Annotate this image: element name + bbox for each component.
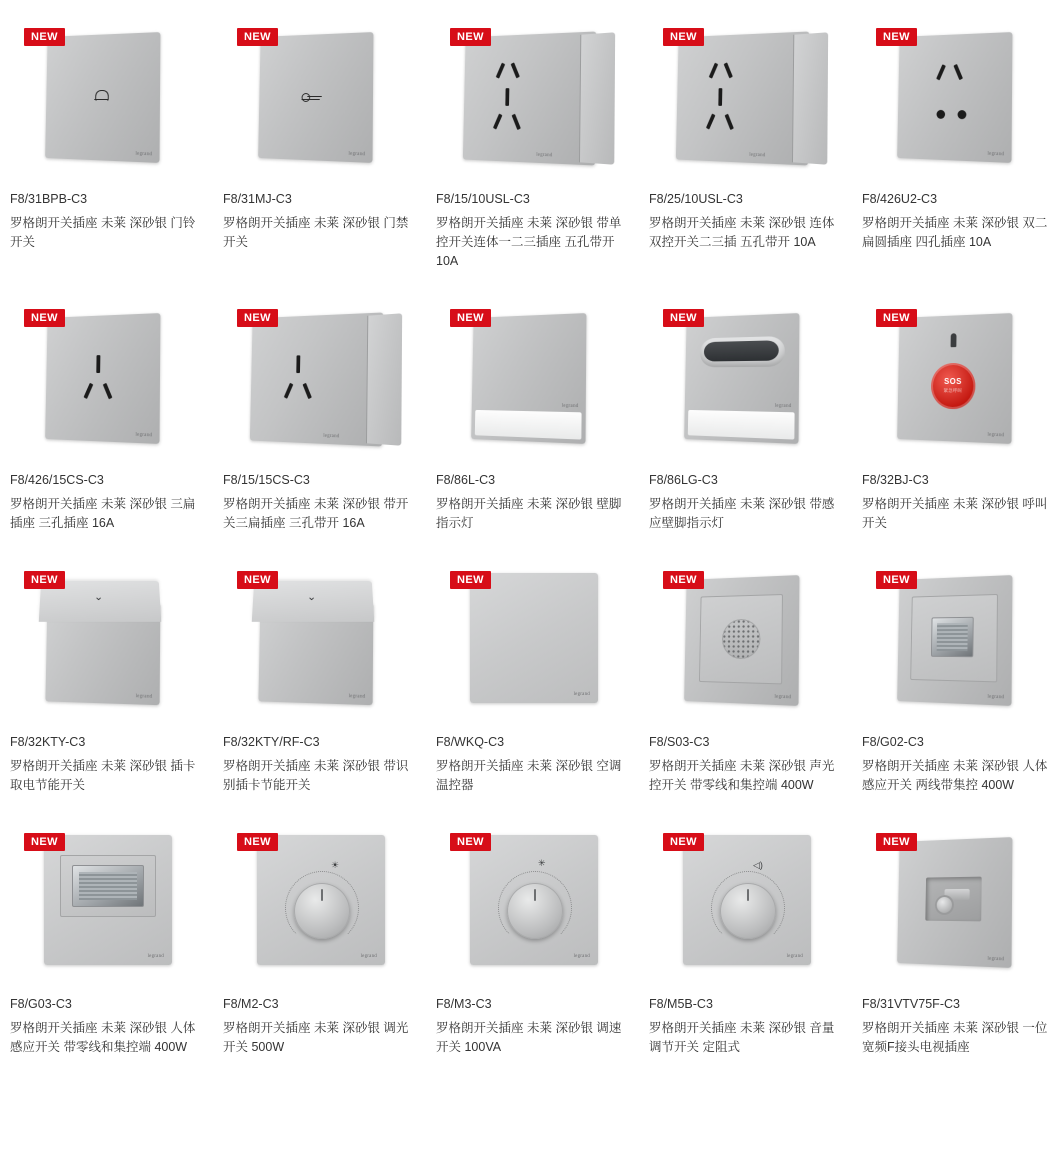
product-card[interactable] xyxy=(10,813,217,1075)
knob-indicator xyxy=(321,889,323,901)
brand-logo: legrand xyxy=(561,403,579,410)
product-description: 罗格朗开关插座 未莱 深砂银 带开关三扁插座 三孔带开 16A xyxy=(223,497,409,530)
new-badge: NEW xyxy=(450,28,491,46)
product-thumbnail[interactable] xyxy=(10,559,190,729)
socket-slot xyxy=(511,62,520,78)
faceplate xyxy=(897,837,1012,968)
knob-indicator xyxy=(534,889,536,901)
brand-logo: legrand xyxy=(786,954,803,959)
socket-slot xyxy=(706,114,716,130)
product-card[interactable] xyxy=(436,813,643,1075)
chevron-down-icon: ⌄ xyxy=(93,591,104,603)
brand-logo: legrand xyxy=(348,694,366,700)
product-description: 罗格朗开关插座 未莱 深砂银 音量调节开关 定阻式 xyxy=(649,1021,835,1054)
product-card[interactable] xyxy=(649,289,856,551)
product-thumbnail[interactable] xyxy=(436,559,616,729)
product-description: 罗格朗开关插座 未莱 深砂银 空调温控器 xyxy=(436,759,622,792)
socket-slot xyxy=(103,383,113,399)
product-sku: F8/S03-C3 xyxy=(649,735,710,749)
product-description: 罗格朗开关插座 未莱 深砂银 壁脚指示灯 xyxy=(436,497,622,530)
product-sku: F8/G03-C3 xyxy=(10,997,72,1011)
product-card[interactable] xyxy=(862,551,1062,813)
product-thumbnail[interactable] xyxy=(436,16,616,186)
product-description: 罗格朗开关插座 未莱 深砂银 带感应壁脚指示灯 xyxy=(649,497,835,530)
socket-slot xyxy=(724,62,733,78)
product-description: 罗格朗开关插座 未莱 深砂银 连体双控开关二三插 五孔带开 10A xyxy=(649,216,835,249)
product-thumbnail[interactable] xyxy=(10,297,190,467)
socket-slot xyxy=(718,88,722,106)
brand-logo: legrand xyxy=(135,432,153,439)
faceplate xyxy=(45,32,160,163)
product-card[interactable] xyxy=(436,551,643,813)
product-card[interactable] xyxy=(223,289,430,551)
new-badge: NEW xyxy=(450,571,491,589)
brand-logo: legrand xyxy=(987,694,1005,701)
new-badge: NEW xyxy=(24,28,65,46)
socket-slot xyxy=(709,63,719,79)
brand-logo: legrand xyxy=(348,151,366,158)
speed-knob[interactable] xyxy=(507,883,563,939)
product-description: 罗格朗开关插座 未莱 深砂银 带识别插卡节能开关 xyxy=(223,759,409,792)
chevron-down-icon: ⌄ xyxy=(306,591,317,603)
faceplate xyxy=(684,575,799,706)
brightness-icon: ☀ xyxy=(331,860,340,870)
rocker-switch[interactable] xyxy=(366,313,402,445)
faceplate xyxy=(250,312,384,446)
product-thumbnail[interactable] xyxy=(223,16,403,186)
product-thumbnail[interactable] xyxy=(649,16,829,186)
product-thumbnail[interactable] xyxy=(649,297,829,467)
faceplate xyxy=(897,32,1012,163)
product-thumbnail[interactable] xyxy=(862,559,1042,729)
socket-slot xyxy=(303,383,312,399)
brand-logo: legrand xyxy=(987,151,1005,158)
product-description: 罗格朗开关插座 未莱 深砂银 双二扁圆插座 四孔插座 10A xyxy=(862,216,1048,249)
product-card[interactable] xyxy=(10,8,217,289)
product-thumbnail[interactable] xyxy=(436,821,616,991)
product-sku: F8/M5B-C3 xyxy=(649,997,713,1011)
product-sku: F8/426/15CS-C3 xyxy=(10,473,104,487)
faceplate xyxy=(470,835,598,965)
product-description: 罗格朗开关插座 未莱 深砂银 门铃开关 xyxy=(10,216,196,249)
product-thumbnail[interactable] xyxy=(649,821,829,991)
brand-logo: legrand xyxy=(323,433,340,440)
product-sku: F8/31VTV75F-C3 xyxy=(862,997,960,1011)
product-description: 罗格朗开关插座 未莱 深砂银 门禁开关 xyxy=(223,216,409,249)
new-badge: NEW xyxy=(24,571,65,589)
product-sku: F8/15/10USL-C3 xyxy=(436,192,530,206)
volume-icon: ◁) xyxy=(753,860,763,870)
product-card[interactable] xyxy=(223,813,430,1075)
faceplate xyxy=(44,835,172,965)
socket-slot xyxy=(505,88,509,106)
product-sku: F8/WKQ-C3 xyxy=(436,735,505,749)
product-sku: F8/M2-C3 xyxy=(223,997,279,1011)
product-sku: F8/86L-C3 xyxy=(436,473,496,487)
product-card[interactable] xyxy=(649,813,856,1075)
product-sku: F8/G02-C3 xyxy=(862,735,924,749)
pir-lens xyxy=(931,617,974,657)
product-card[interactable] xyxy=(436,289,643,551)
product-thumbnail[interactable] xyxy=(223,559,403,729)
new-badge: NEW xyxy=(237,28,278,46)
light-diffuser xyxy=(475,410,582,440)
product-card[interactable] xyxy=(862,813,1062,1075)
product-description: 罗格朗开关插座 未莱 深砂银 调速开关 100VA xyxy=(436,1021,622,1054)
faceplate xyxy=(683,835,811,965)
product-card[interactable] xyxy=(223,8,430,289)
brand-logo: legrand xyxy=(749,152,766,159)
new-badge: NEW xyxy=(450,833,491,851)
product-description: 罗格朗开关插座 未莱 深砂银 三扁插座 三孔插座 16A xyxy=(10,497,196,530)
faceplate xyxy=(463,31,597,165)
product-thumbnail[interactable] xyxy=(223,297,403,467)
product-thumbnail[interactable] xyxy=(862,821,1042,991)
brand-logo: legrand xyxy=(774,694,792,701)
product-sku: F8/32KTY/RF-C3 xyxy=(223,735,320,749)
product-description: 罗格朗开关插座 未莱 深砂银 调光开关 500W xyxy=(223,1021,409,1054)
socket-slot xyxy=(512,114,521,130)
new-badge: NEW xyxy=(876,28,917,46)
product-description: 罗格朗开关插座 未莱 深砂银 人体感应开关 带零线和集控端 400W xyxy=(10,1021,196,1054)
product-card[interactable] xyxy=(223,551,430,813)
new-badge: NEW xyxy=(876,571,917,589)
faceplate xyxy=(471,313,586,444)
brand-logo: legrand xyxy=(147,954,164,959)
new-badge: NEW xyxy=(663,309,704,327)
faceplate xyxy=(258,32,373,163)
product-sku: F8/25/10USL-C3 xyxy=(649,192,743,206)
new-badge: NEW xyxy=(237,571,278,589)
new-badge: NEW xyxy=(237,309,278,327)
product-description: 罗格朗开关插座 未莱 深砂银 呼叫开关 xyxy=(862,497,1048,530)
socket-slot xyxy=(96,355,100,373)
product-thumbnail[interactable] xyxy=(862,297,1042,467)
brand-logo: legrand xyxy=(536,152,553,159)
faceplate xyxy=(676,31,810,165)
product-description: 罗格朗开关插座 未莱 深砂银 人体感应开关 两线带集控 400W xyxy=(862,759,1048,792)
product-card[interactable] xyxy=(649,8,856,289)
product-sku: F8/31BPB-C3 xyxy=(10,192,88,206)
brand-logo: legrand xyxy=(987,432,1005,439)
socket-slot xyxy=(84,383,94,399)
product-card[interactable] xyxy=(862,289,1062,551)
product-card[interactable] xyxy=(436,8,643,289)
new-badge: NEW xyxy=(237,833,278,851)
volume-knob[interactable] xyxy=(720,883,776,939)
product-card[interactable] xyxy=(10,289,217,551)
key-icon xyxy=(302,92,323,100)
new-badge: NEW xyxy=(663,833,704,851)
faceplate xyxy=(684,313,799,444)
product-card[interactable] xyxy=(649,551,856,813)
product-description: 罗格朗开关插座 未莱 深砂银 一位宽频F接头电视插座 xyxy=(862,1021,1048,1054)
new-badge: NEW xyxy=(24,833,65,851)
new-badge: NEW xyxy=(24,309,65,327)
new-badge: NEW xyxy=(663,28,704,46)
sos-sublabel: 紧急呼叫 xyxy=(943,387,963,394)
brand-logo: legrand xyxy=(135,151,153,158)
socket-slot xyxy=(493,114,503,130)
socket-slot xyxy=(953,64,963,80)
socket-slot xyxy=(496,63,506,79)
new-badge: NEW xyxy=(663,571,704,589)
fan-icon: ✳ xyxy=(538,858,546,868)
faceplate xyxy=(45,313,160,444)
brand-logo: legrand xyxy=(987,956,1005,963)
new-badge: NEW xyxy=(876,833,917,851)
product-thumbnail[interactable] xyxy=(862,16,1042,186)
pir-lens-fresnel xyxy=(79,872,137,900)
socket-hole xyxy=(958,110,967,119)
product-sku: F8/86LG-C3 xyxy=(649,473,718,487)
pir-lens-fresnel xyxy=(937,623,968,651)
product-thumbnail[interactable] xyxy=(436,297,616,467)
bell-icon xyxy=(94,88,108,104)
faceplate xyxy=(897,313,1012,444)
dimmer-knob[interactable] xyxy=(294,883,350,939)
product-description: 罗格朗开关插座 未莱 深砂银 带单控开关连体一二三插座 五孔带开 10A xyxy=(436,216,622,268)
socket-slot xyxy=(296,355,300,373)
product-description: 罗格朗开关插座 未莱 深砂银 插卡取电节能开关 xyxy=(10,759,196,792)
sos-label: SOS xyxy=(944,376,962,387)
sos-button[interactable] xyxy=(931,363,976,410)
product-sku: F8/426U2-C3 xyxy=(862,192,938,206)
faceplate xyxy=(897,575,1012,706)
product-thumbnail[interactable] xyxy=(10,16,190,186)
socket-slot xyxy=(725,114,734,130)
rocker-switch[interactable] xyxy=(579,32,615,164)
socket-slot xyxy=(284,383,294,399)
socket-hole xyxy=(936,110,945,119)
product-sku: F8/32BJ-C3 xyxy=(862,473,929,487)
new-badge: NEW xyxy=(450,309,491,327)
new-badge: NEW xyxy=(876,309,917,327)
brand-logo: legrand xyxy=(573,954,590,959)
brand-logo: legrand xyxy=(573,692,590,697)
reset-keyhole[interactable] xyxy=(951,333,957,347)
product-card[interactable] xyxy=(862,8,1062,289)
brand-logo: legrand xyxy=(774,403,792,410)
product-description: 罗格朗开关插座 未莱 深砂银 声光控开关 带零线和集控端 400W xyxy=(649,759,835,792)
product-sku: F8/M3-C3 xyxy=(436,997,492,1011)
knob-indicator xyxy=(747,889,749,901)
faceplate xyxy=(470,573,598,703)
product-thumbnail[interactable] xyxy=(10,821,190,991)
light-diffuser xyxy=(688,410,795,440)
rocker-switch[interactable] xyxy=(792,32,828,164)
brand-logo: legrand xyxy=(135,694,153,700)
product-sku: F8/31MJ-C3 xyxy=(223,192,292,206)
pir-lens xyxy=(704,340,779,361)
product-card[interactable] xyxy=(10,551,217,813)
socket-slot xyxy=(936,64,946,80)
product-thumbnail[interactable] xyxy=(649,559,829,729)
product-sku: F8/15/15CS-C3 xyxy=(223,473,310,487)
pir-lens xyxy=(72,865,144,907)
product-thumbnail[interactable] xyxy=(223,821,403,991)
faceplate xyxy=(257,835,385,965)
product-sku: F8/32KTY-C3 xyxy=(10,735,86,749)
brand-logo: legrand xyxy=(360,954,377,959)
